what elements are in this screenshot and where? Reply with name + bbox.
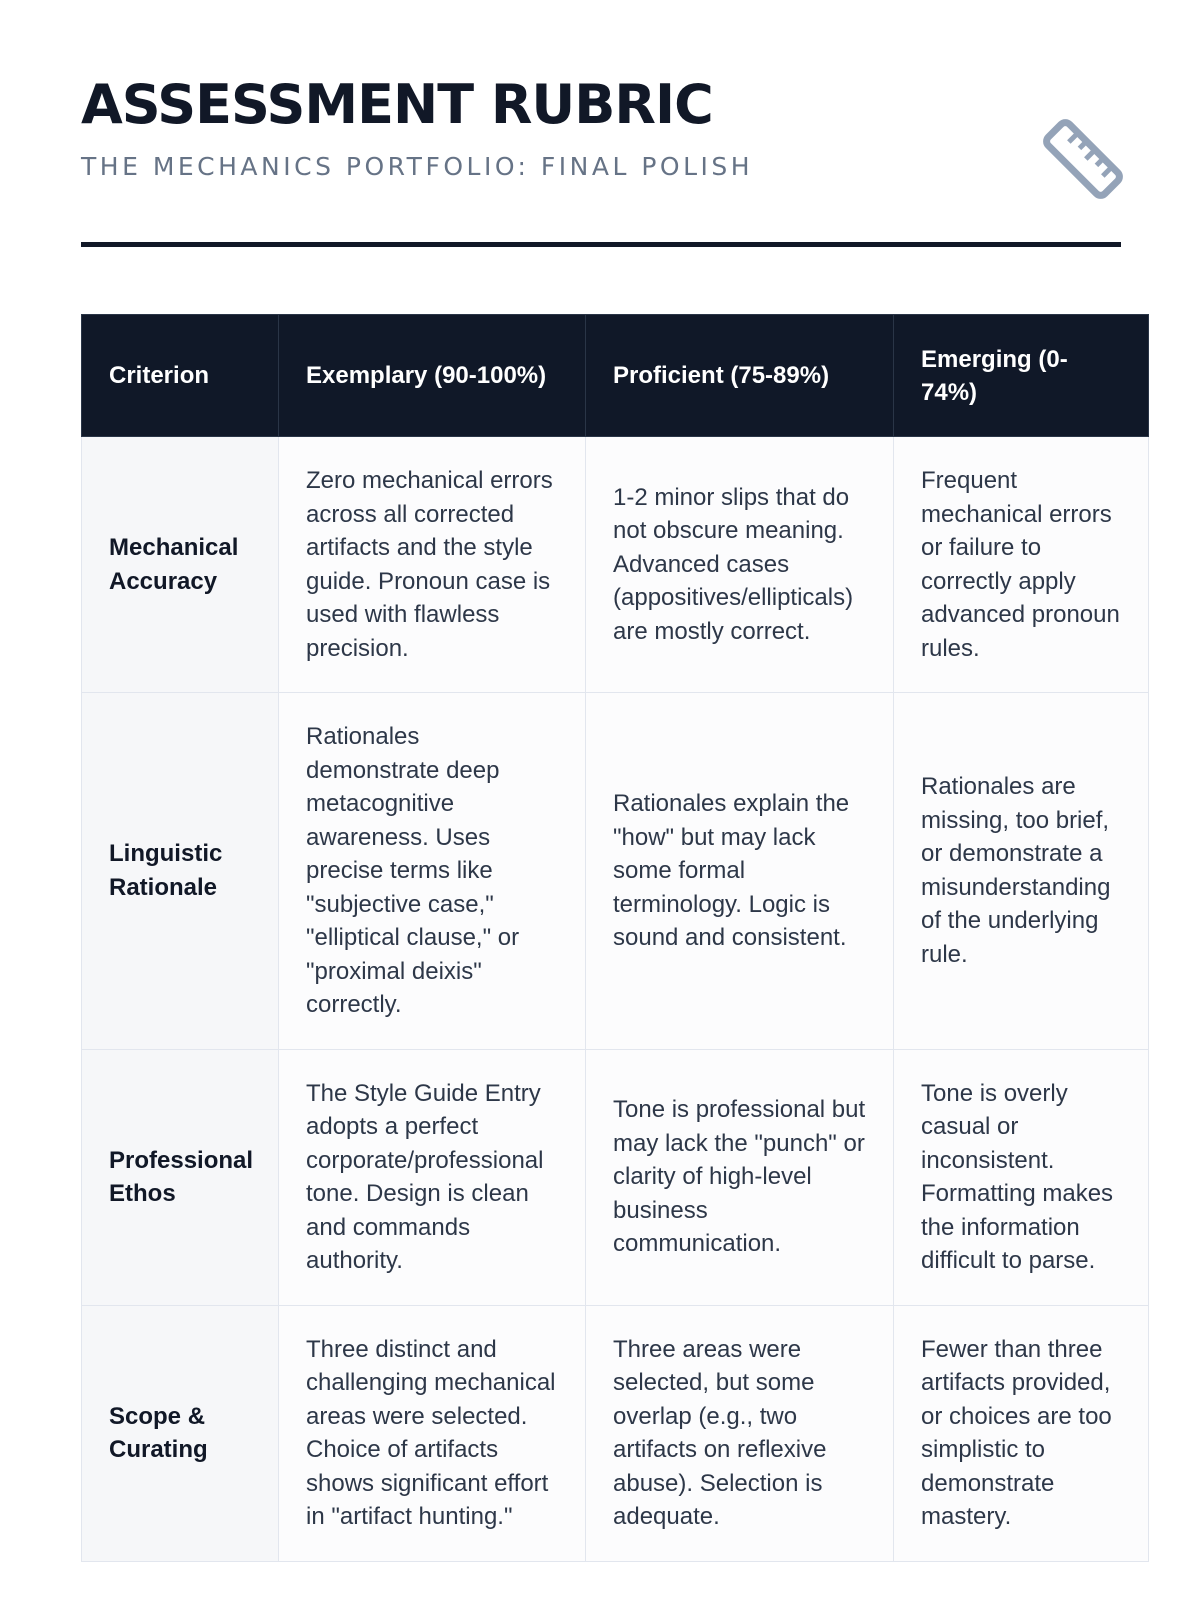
column-header-criterion: Criterion xyxy=(82,315,279,437)
exemplary-cell: Three distinct and challenging mechanical areas were selected. Choice of artifacts shows significant effort in "artifact hunting." xyxy=(279,1305,586,1561)
proficient-cell: Tone is professional but may lack the "punch" or clarity of high-level business communication. xyxy=(586,1049,894,1305)
table-row xyxy=(82,1049,1149,1305)
table-header-row xyxy=(82,315,1149,437)
proficient-cell: 1-2 minor slips that do not obscure meaning. Advanced cases (appositives/ellipticals) are mostly correct. xyxy=(586,437,894,693)
emerging-cell: Tone is overly casual or inconsistent. Formatting makes the information difficult to parse. xyxy=(894,1049,1149,1305)
emerging-cell: Fewer than three artifacts provided, or choices are too simplistic to demonstrate mastery. xyxy=(894,1305,1149,1561)
table-row xyxy=(82,1305,1149,1561)
table-row xyxy=(82,437,1149,693)
emerging-cell: Rationales are missing, too brief, or demonstrate a misunderstanding of the underlying rule. xyxy=(894,693,1149,1050)
page-title: ASSESSMENT RUBRIC xyxy=(81,73,713,136)
criterion-cell: Linguistic Rationale xyxy=(82,693,279,1050)
column-header-exemplary: Exemplary (90-100%) xyxy=(279,315,586,437)
proficient-cell: Three areas were selected, but some overlap (e.g., two artifacts on reflexive abuse). Selection is adequate. xyxy=(586,1305,894,1561)
ruler-icon xyxy=(1040,116,1126,202)
exemplary-cell: Zero mechanical errors across all corrected artifacts and the style guide. Pronoun case is used with flawless precision. xyxy=(279,437,586,693)
exemplary-cell: The Style Guide Entry adopts a perfect corporate/professional tone. Design is clean and commands authority. xyxy=(279,1049,586,1305)
table-row xyxy=(82,693,1149,1050)
proficient-cell: Rationales explain the "how" but may lack some formal terminology. Logic is sound and consistent. xyxy=(586,693,894,1050)
page-header xyxy=(81,73,1121,181)
rubric-table xyxy=(81,314,1149,1562)
criterion-cell: Professional Ethos xyxy=(82,1049,279,1305)
page-subtitle: THE MECHANICS PORTFOLIO: FINAL POLISH xyxy=(81,152,754,181)
column-header-emerging: Emerging (0-74%) xyxy=(894,315,1149,437)
emerging-cell: Frequent mechanical errors or failure to correctly apply advanced pronoun rules. xyxy=(894,437,1149,693)
header-divider xyxy=(81,242,1121,247)
column-header-proficient: Proficient (75-89%) xyxy=(586,315,894,437)
exemplary-cell: Rationales demonstrate deep metacognitive awareness. Uses precise terms like "subjective case," "elliptical clause," or "proximal deixis" correctly. xyxy=(279,693,586,1050)
criterion-cell: Scope & Curating xyxy=(82,1305,279,1561)
criterion-cell: Mechanical Accuracy xyxy=(82,437,279,693)
